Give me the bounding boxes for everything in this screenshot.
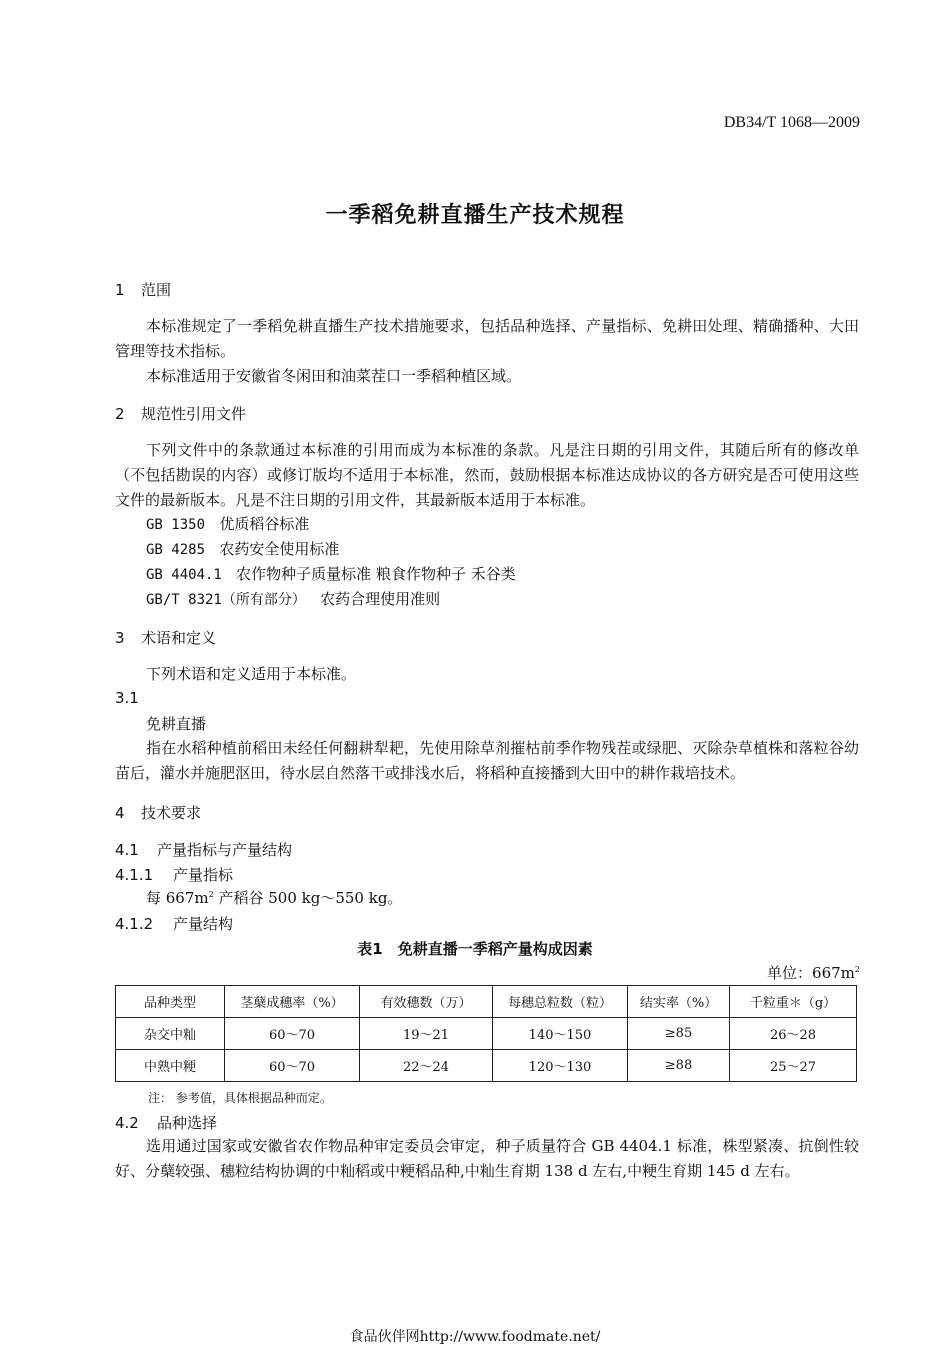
table-cell: 中熟中粳 xyxy=(116,1050,225,1082)
table-cell: 杂交中籼 xyxy=(116,1018,225,1050)
section-title: 范围 xyxy=(141,281,172,299)
section-number: 3 xyxy=(115,629,125,647)
yield-components-table xyxy=(115,985,857,1082)
table-unit: 单位：$667m^2$ xyxy=(767,964,860,982)
table-header-cell: 品种类型 xyxy=(116,986,225,1018)
section-2-paragraph-1: 下列文件中的条款通过本标准的引用而成为本标准的条款。凡是注日期的引用文件，其随后所有的修改单（不包括勘误的内容）或修订版均不适用于本标准，然而，鼓励根据本标准达成协议的各方研究是否可使用这些文件的最新版本。凡是不注日期的引用文件，其最新版本适用于本标准。 xyxy=(115,441,859,509)
table-header-cell: 结实率（%） xyxy=(628,986,730,1018)
table-row xyxy=(116,1018,857,1050)
section-3-paragraph-1: 下列术语和定义适用于本标准。 xyxy=(146,665,357,683)
section-number: 1 xyxy=(115,281,125,299)
subsection-4-1-1-heading: 4.1.1 产量指标 xyxy=(115,866,234,884)
section-number: 2 xyxy=(115,405,125,423)
subsection-4-1-2-heading: 4.1.2 产量结构 xyxy=(115,915,234,933)
table-cell: 120～130 xyxy=(493,1050,628,1082)
section-title: 规范性引用文件 xyxy=(141,405,247,423)
subsection-4-2-heading: 4.2 品种选择 xyxy=(115,1114,218,1132)
reference-item: GB 4285 农药安全使用标准 xyxy=(146,540,340,558)
section-4-heading xyxy=(115,802,201,823)
document-code: DB34/T 1068—2009 xyxy=(723,114,860,131)
table-note: 注： 参考值，具体根据品种而定。 xyxy=(148,1091,332,1105)
table-cell: 60～70 xyxy=(225,1050,360,1082)
table-header-cell: 有效穗数（万） xyxy=(360,986,493,1018)
reference-item: GB/T 8321（所有部分） 农药合理使用准则 xyxy=(146,590,441,608)
table-header-row xyxy=(116,986,857,1018)
table-cell: 60～70 xyxy=(225,1018,360,1050)
table-cell: 19～21 xyxy=(360,1018,493,1050)
table-header-cell: 每穗总粒数（粒） xyxy=(493,986,628,1018)
section-number: 4 xyxy=(115,804,125,822)
term-definition: 指在水稻种植前稻田未经任何翻耕犁耙，先使用除草剂摧枯前季作物残茬或绿肥、灭除杂草植株和落粒谷幼苗后，灌水并施肥沤田，待水层自然落干或排浅水后，将稻种直接播到大田中的耕作栽培技术。 xyxy=(115,739,859,782)
section-title: 技术要求 xyxy=(141,804,202,822)
section-1-paragraph-1: 本标准规定了一季稻免耕直播生产技术措施要求，包括品种选择、产量指标、免耕田处理、精确播种、大田管理等技术指标。 xyxy=(115,317,859,360)
table-caption: 表1 免耕直播一季稻产量构成因素 xyxy=(357,940,593,958)
term-name: 免耕直播 xyxy=(146,715,207,733)
table-cell: ≥88 xyxy=(628,1050,730,1082)
section-title: 术语和定义 xyxy=(141,629,217,647)
footer-website-link[interactable]: 食品伙伴网http://www.foodmate.net/ xyxy=(349,1329,601,1345)
reference-item: GB 1350 优质稻谷标准 xyxy=(146,515,310,533)
section-1-paragraph-2: 本标准适用于安徽省冬闲田和油菜茬口一季稻种植区域。 xyxy=(146,367,522,385)
document-title: 一季稻免耕直播生产技术规程 xyxy=(325,203,625,228)
table-cell: 140～150 xyxy=(493,1018,628,1050)
table-cell: ≥85 xyxy=(628,1018,730,1050)
table-header-cell: 茎蘖成穗率（%） xyxy=(225,986,360,1018)
section-3-heading xyxy=(115,627,216,648)
section-2-heading xyxy=(115,403,246,424)
table-cell: 25～27 xyxy=(730,1050,857,1082)
reference-item: GB 4404.1 农作物种子质量标准 粮食作物种子 禾谷类 xyxy=(146,565,516,583)
subsection-3-1-number: 3.1 xyxy=(115,689,139,707)
yield-target-text: 每 $667m^2$ 产稻谷 500 kg～550 kg。 xyxy=(146,889,403,907)
table-cell: 22～24 xyxy=(360,1050,493,1082)
table-header-cell: 千粒重＊（g） xyxy=(730,986,857,1018)
table-row xyxy=(116,1050,857,1082)
subsection-4-2-paragraph: 选用通过国家或安徽省农作物品种审定委员会审定，种子质量符合 GB 4404.1 标准，株型紧凑、抗倒性较好、分蘖较强、穗粒结构协调的中籼稻或中粳稻品种,中籼生育期 138 d 左右,中粳生育期 145 d 左右。 xyxy=(115,1137,859,1180)
table-cell: 26～28 xyxy=(730,1018,857,1050)
section-1-heading xyxy=(115,279,171,300)
subsection-4-1-heading: 4.1 产量指标与产量结构 xyxy=(115,841,293,859)
